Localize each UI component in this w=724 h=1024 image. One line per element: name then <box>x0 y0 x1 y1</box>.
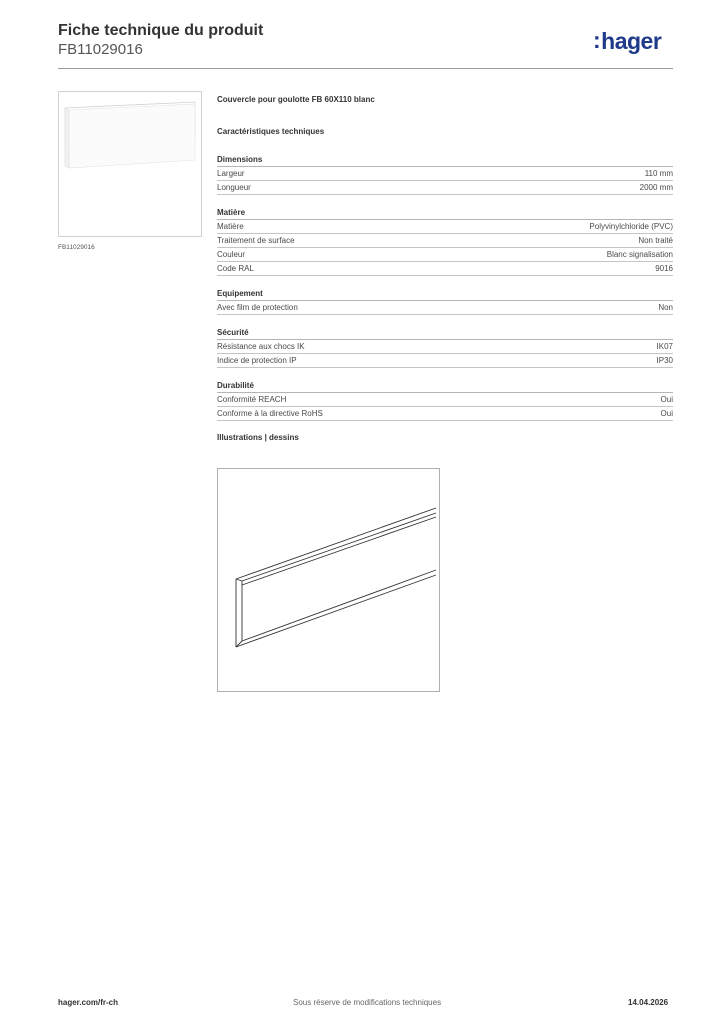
group-title: Matière <box>217 207 673 220</box>
spec-value: Non <box>658 303 673 312</box>
tech-characteristics-heading: Caractéristiques techniques <box>217 127 325 136</box>
group-title: Durabilité <box>217 380 673 393</box>
spec-label: Code RAL <box>217 264 254 273</box>
spec-label: Résistance aux chocs IK <box>217 342 305 351</box>
spec-content <box>217 95 673 442</box>
footer-website-link[interactable]: hager.com/fr-ch <box>58 998 119 1007</box>
group-title: Dimensions <box>217 154 673 167</box>
spec-label: Couleur <box>217 250 246 259</box>
spec-value: Oui <box>660 409 673 418</box>
footer-date: 14.04.2026 <box>628 998 669 1007</box>
spec-row <box>217 407 673 421</box>
spec-group-dimensions <box>217 154 673 195</box>
logo-text: hager <box>601 28 662 54</box>
spec-label: Indice de protection IP <box>217 356 297 365</box>
spec-row <box>217 354 673 368</box>
product-thumbnail <box>58 91 202 237</box>
hager-logo <box>593 28 661 55</box>
spec-value: IK07 <box>656 342 673 351</box>
spec-value: IP30 <box>656 356 673 365</box>
spec-row <box>217 262 673 276</box>
spec-value: Oui <box>660 395 673 404</box>
spec-value: 110 mm <box>644 169 673 178</box>
spec-value: Polyvinylchloride (PVC) <box>589 222 673 231</box>
technical-drawing <box>217 468 440 692</box>
spec-group-durability <box>217 380 673 421</box>
spec-value: 9016 <box>655 264 673 273</box>
spec-group-material <box>217 207 673 276</box>
spec-label: Largeur <box>217 169 245 178</box>
spec-group-safety <box>217 327 673 368</box>
spec-row <box>217 301 673 315</box>
logo-colon-mark: : <box>593 27 601 53</box>
spec-value: Blanc signalisation <box>606 250 673 259</box>
spec-label: Conformité REACH <box>217 395 287 404</box>
header-divider <box>58 68 673 69</box>
group-title: Equipement <box>217 288 673 301</box>
spec-label: Matière <box>217 222 244 231</box>
product-reference: FB11029016 <box>58 41 143 58</box>
page-title: Fiche technique du produit <box>58 22 264 39</box>
spec-label: Longueur <box>217 183 251 192</box>
spec-row <box>217 248 673 262</box>
spec-label: Avec film de protection <box>217 303 298 312</box>
spec-row <box>217 181 673 195</box>
product-name: Couvercle pour goulotte FB 60X110 blanc <box>217 95 375 104</box>
spec-label: Conforme à la directive RoHS <box>217 409 323 418</box>
spec-value: Non traité <box>638 236 673 245</box>
cover-thumbnail-image <box>59 92 201 236</box>
group-title: Sécurité <box>217 327 673 340</box>
spec-row <box>217 220 673 234</box>
footer-disclaimer: Sous réserve de modifications techniques <box>293 998 442 1007</box>
spec-value: 2000 mm <box>639 183 673 192</box>
spec-row <box>217 167 673 181</box>
illustrations-heading: Illustrations | dessins <box>217 433 299 442</box>
spec-row <box>217 340 673 354</box>
spec-label: Traitement de surface <box>217 236 295 245</box>
spec-row <box>217 234 673 248</box>
cover-line-drawing <box>218 469 439 691</box>
spec-row <box>217 393 673 407</box>
thumbnail-caption: FB11029016 <box>58 244 95 251</box>
spec-group-equipment <box>217 288 673 315</box>
